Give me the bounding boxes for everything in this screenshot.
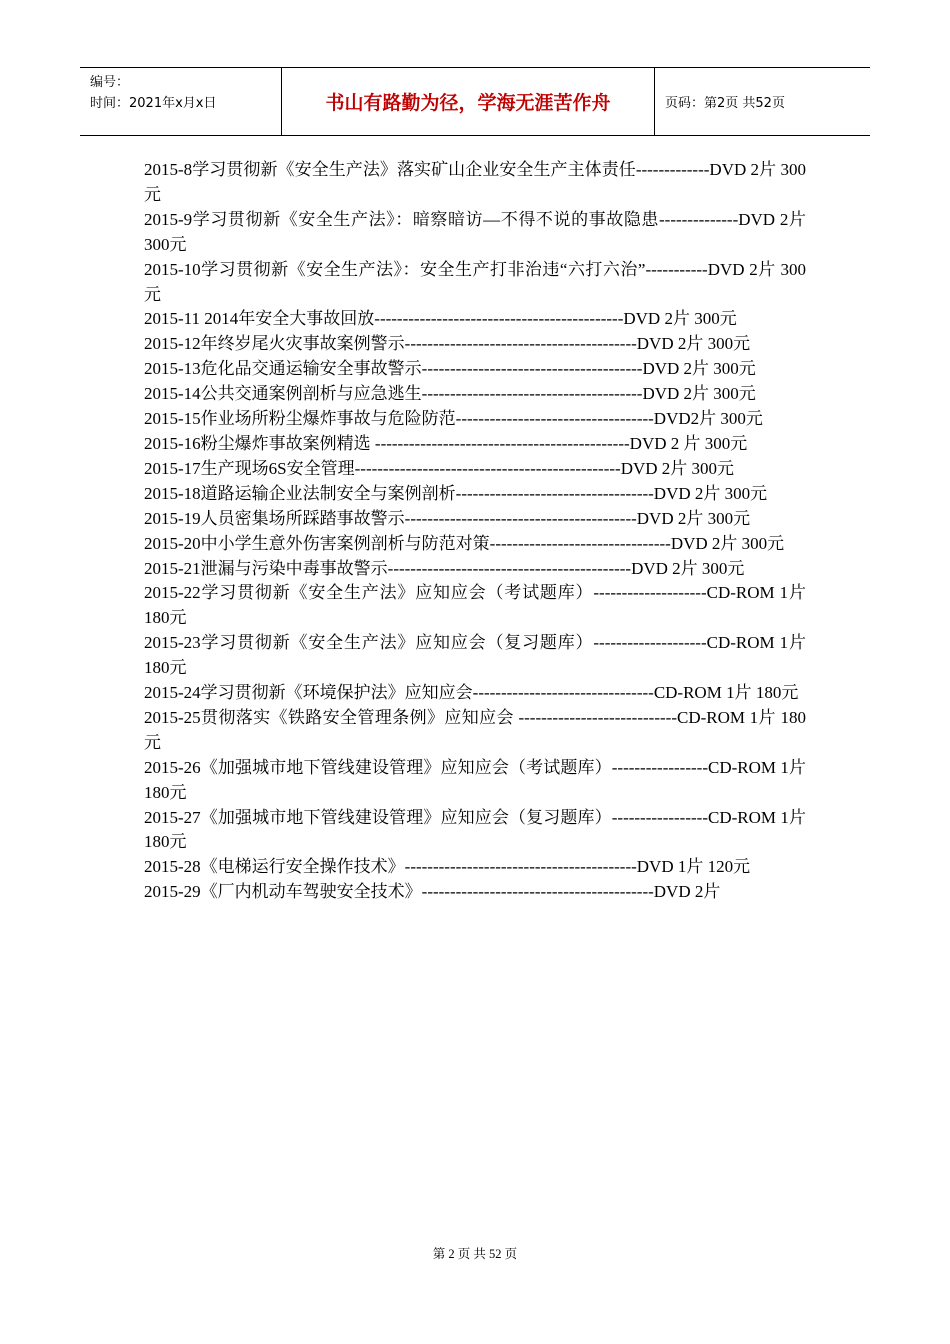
catalog-entry: 2015-16粉尘爆炸事故案例精选 ---------------------------------------------DVD 2 片 300元 xyxy=(144,433,748,453)
catalog-entry: 2015-28《电梯运行安全操作技术》-----------------------------------------DVD 1片 120元 xyxy=(144,857,751,877)
catalog-entry: 2015-10学习贯彻新《安全生产法》：安全生产打非治违“六打六治”-----------DVD 2片 300元 xyxy=(144,259,806,304)
catalog-entry: 2015-12年终岁尾火灾事故案例警示-----------------------------------------DVD 2片 300元 xyxy=(144,334,751,354)
catalog-entry: 2015-26《加强城市地下管线建设管理》应知应会（考试题库）-----------------CD-ROM 1片 180元 xyxy=(144,757,806,802)
catalog-entry: 2015-18道路运输企业法制安全与案例剖析-----------------------------------DVD 2片 300元 xyxy=(144,483,768,503)
catalog-entry: 2015-11 2014年安全大事故回放--------------------------------------------DVD 2片 300元 xyxy=(144,309,737,329)
page-header xyxy=(80,67,870,136)
catalog-entry: 2015-27《加强城市地下管线建设管理》应知应会（复习题库）-----------------CD-ROM 1片 180元 xyxy=(144,807,806,852)
catalog-entry: 2015-15作业场所粉尘爆炸事故与危险防范-----------------------------------DVD2片 300元 xyxy=(144,409,763,429)
catalog-list xyxy=(144,158,806,905)
page-footer: 第 2 页 共 52 页 xyxy=(432,1247,518,1261)
catalog-entry: 2015-9学习贯彻新《安全生产法》：暗察暗访—不得不说的事故隐患--------------DVD 2片300元 xyxy=(144,209,806,254)
catalog-entry: 2015-20中小学生意外伤害案例剖析与防范对策--------------------------------DVD 2片 300元 xyxy=(144,533,785,553)
catalog-entry: 2015-17生产现场6S安全管理-----------------------------------------------DVD 2片 300元 xyxy=(144,458,735,478)
header-meta xyxy=(80,68,282,135)
catalog-entry: 2015-24学习贯彻新《环境保护法》应知应会--------------------------------CD-ROM 1片 180元 xyxy=(144,683,799,703)
document-number-label: 编号： xyxy=(90,75,130,90)
header-motto: 书山有路勤为径，学海无涯苦作舟 xyxy=(282,68,655,135)
document-time-label: 时间：2021年x月x日 xyxy=(90,96,217,111)
header-page-code: 页码：第2页 共52页 xyxy=(665,96,785,111)
catalog-entry: 2015-21泄漏与污染中毒事故警示-------------------------------------------DVD 2片 300元 xyxy=(144,558,745,578)
catalog-entry: 2015-14公共交通案例剖析与应急逃生---------------------------------------DVD 2片 300元 xyxy=(144,384,756,404)
catalog-entry: 2015-19人员密集场所踩踏事故警示-----------------------------------------DVD 2片 300元 xyxy=(144,508,751,528)
catalog-entry: 2015-29《厂内机动车驾驶安全技术》-----------------------------------------DVD 2片 xyxy=(144,882,721,902)
catalog-entry: 2015-25贯彻落实《铁路安全管理条例》应知应会 ----------------------------CD-ROM 1片 180元 xyxy=(144,707,806,752)
catalog-entry: 2015-13危化品交通运输安全事故警示---------------------------------------DVD 2片 300元 xyxy=(144,359,756,379)
catalog-entry: 2015-8学习贯彻新《安全生产法》落实矿山企业安全生产主体责任-------------DVD 2片 300元 xyxy=(144,160,806,204)
catalog-entry: 2015-23学习贯彻新《安全生产法》应知应会（复习题库）--------------------CD-ROM 1片 180元 xyxy=(144,633,806,678)
catalog-entry: 2015-22学习贯彻新《安全生产法》应知应会（考试题库）--------------------CD-ROM 1片 180元 xyxy=(144,583,806,628)
